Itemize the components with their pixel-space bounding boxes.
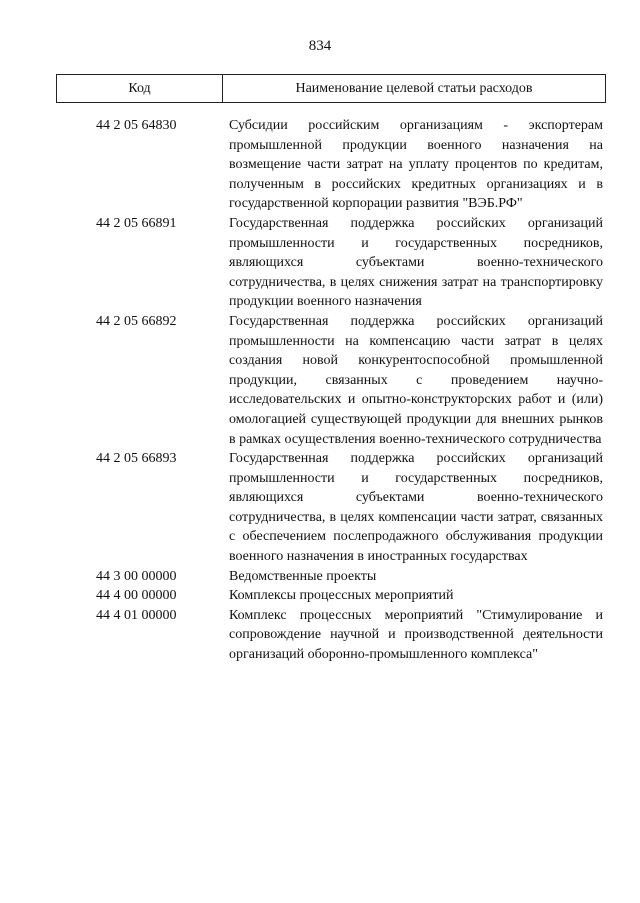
row-text: Субсидии российским организациям - экспортерам промышленной продукции военного назначения на возмещение части затрат на уплату процентов по кредитам, полученным в российских кредитных организациях и в государственной корпорации развития "ВЭБ.РФ" xyxy=(229,118,603,212)
header-name-label: Наименование целевой статьи расходов xyxy=(295,80,533,96)
row-text: Комплексы процессных мероприятий xyxy=(229,588,454,604)
row-code: 44 3 00 00000 xyxy=(96,568,177,584)
header-name-cell xyxy=(223,75,605,102)
row-text: Комплекс процессных мероприятий "Стимулирование и сопровождение научной и производственной деятельности организаций оборонно-промышленного комплекса" xyxy=(229,607,603,663)
row-code: 44 2 05 66893 xyxy=(96,451,177,467)
row-text: Государственная поддержка российских организаций промышленности и государственных посредников, являющихся субъектами военно-технического сотрудничества, в целях снижения затрат на транспортировку продукции военного назначения xyxy=(229,215,603,310)
row-code: 44 2 05 64830 xyxy=(96,118,177,133)
row-text: Государственная поддержка российских организаций промышленности и государственных посредников, являющихся субъектами военно-технического сотрудничества, в целях компенсации части затрат, связанных с обеспечением послепродажного обслуживания продукции военного назначения в иностранных государствах xyxy=(229,451,603,565)
table-row xyxy=(0,214,640,312)
table-row xyxy=(0,567,640,587)
row-code: 44 2 05 66891 xyxy=(96,215,177,231)
row-text: Государственная поддержка российских организаций промышленности на компенсацию части затрат в целях создания новой конкурентоспособной промышленной продукции, связанных с проведением научно-исследовательских и опытно-конструкторских работ и (или) омологацией существующей продукции для внешних рынков в рамках осуществления военно-технического сотрудничества xyxy=(229,313,603,447)
table-row xyxy=(0,449,640,567)
table-row xyxy=(0,606,640,665)
table-body xyxy=(0,116,640,665)
page-number: 834 xyxy=(308,38,332,54)
row-text: Ведомственные проекты xyxy=(229,568,377,584)
header-code-label: Код xyxy=(128,80,151,96)
row-code: 44 4 00 00000 xyxy=(96,588,177,604)
table-row xyxy=(0,312,640,449)
row-code: 44 4 01 00000 xyxy=(96,607,177,623)
table-row xyxy=(0,116,640,214)
table-header xyxy=(56,74,606,103)
header-code-cell xyxy=(57,75,223,102)
row-code: 44 2 05 66892 xyxy=(96,313,177,329)
table-row xyxy=(0,586,640,606)
